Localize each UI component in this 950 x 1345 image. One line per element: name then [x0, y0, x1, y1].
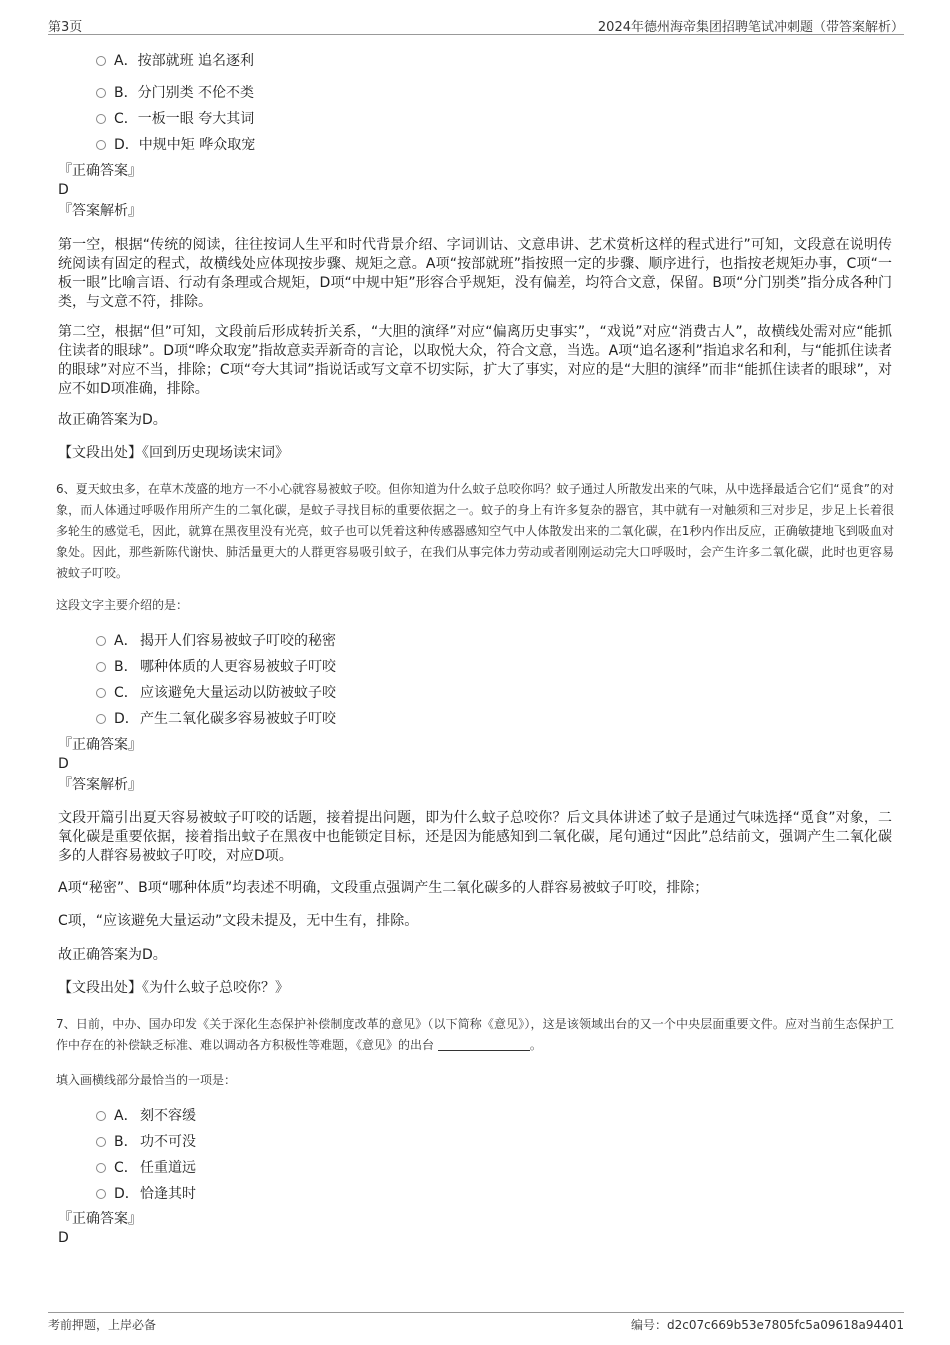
- q6-option-c[interactable]: C． 应该避免大量运动以防被蚊子咬: [96, 682, 336, 702]
- q6-answer-label: 『正确答案』: [58, 737, 142, 753]
- q7-option-a[interactable]: A． 刻不容缓: [96, 1105, 196, 1125]
- q7-prompt: 填入画横线部分最恰当的一项是：: [56, 1073, 237, 1087]
- q6-source: 【文段出处】《为什么蚊子总咬你？》: [58, 980, 289, 996]
- radio-icon[interactable]: [96, 1163, 106, 1173]
- q6-analysis-label: 『答案解析』: [58, 777, 142, 793]
- q6-prompt: 这段文字主要介绍的是：: [56, 598, 189, 612]
- q7-answer-label: 『正确答案』: [58, 1211, 142, 1227]
- page-header: [48, 14, 904, 35]
- q6-conclusion: 故正确答案为D。: [58, 947, 167, 963]
- q7-stem: 7、日前，中办、国办印发《关于深化生态保护补偿制度改革的意见》（以下简称《意见》），这是该领域出台的又一个中央层面重要文件。应对当前生态保护工作中存在的补偿缺乏标准、难以调动各方积极性等难题，《意见》的出台 。: [56, 1017, 894, 1052]
- radio-icon[interactable]: [96, 140, 106, 150]
- footer-code: 编号：d2c07c669b53e7805fc5a09618a94401: [631, 1318, 904, 1332]
- radio-icon[interactable]: [96, 1137, 106, 1147]
- q5-analysis-paragraph: 第二空，根据“但”可知，文段前后形成转折关系，“大胆的演绎”对应“偏离历史事实”，“戏说”对应“消费古人”，故横线处需对应“能抓住读者的眼球”。D项“哗众取宠”指故意卖弄新奇的言论，以取悦大众，符合文意，当选。A项“追名逐利”指追求名和利，与“能抓住读者的眼球”对应不当，排除；C项“夸大其词”指说话或写文章不切实际，扩大了事实，对应的是“大胆的演绎”而非“能抓住读者的眼球”，对应不如D项准确，排除。: [58, 324, 892, 397]
- q7-option-d[interactable]: D．恰逢其时: [96, 1183, 196, 1203]
- q5-source: 【文段出处】《回到历史现场读宋词》: [58, 445, 289, 461]
- radio-icon[interactable]: [96, 114, 106, 124]
- radio-icon[interactable]: [96, 88, 106, 98]
- radio-icon[interactable]: [96, 714, 106, 724]
- q5-option-d[interactable]: D．中规中矩 哗众取宠: [96, 134, 255, 154]
- q5-answer-label: 『正确答案』: [58, 163, 142, 179]
- q6-analysis-paragraph: C项，“应该避免大量运动”文段未提及，无中生有，排除。: [58, 913, 419, 929]
- radio-icon[interactable]: [96, 56, 106, 66]
- q6-option-b[interactable]: B． 哪种体质的人更容易被蚊子叮咬: [96, 656, 336, 676]
- q7-option-b[interactable]: B． 功不可没: [96, 1131, 196, 1151]
- q6-answer: D: [58, 756, 69, 772]
- q5-analysis-label: 『答案解析』: [58, 203, 142, 219]
- q6-stem: 6、夏天蚊虫多，在草木茂盛的地方一不小心就容易被蚊子咬。但你知道为什么蚊子总咬你吗？蚊子通过人所散发出来的气味，从中选择最适合它们“觅食”的对象，而人体通过呼吸作用所产生的二氧化碳，是蚊子寻找目标的重要依据之一。蚊子的身上有许多复杂的器官，其中就有一对触须和三对步足，步足上长着很多轮生的感觉毛，因此，就算在黑夜里没有光亮，蚊子也可以凭着这种传感器感知空气中人体散发出来的二氧化碳，在1秒内作出反应，正确敏捷地飞到吸血对象处。因此，那些新陈代谢快、肺活量更大的人群更容易吸引蚊子，在我们从事完体力劳动或者刚刚运动完大口呼吸时，会产生许多二氧化碳，此时也更容易被蚊子叮咬。: [56, 482, 894, 580]
- radio-icon[interactable]: [96, 1111, 106, 1121]
- radio-icon[interactable]: [96, 662, 106, 672]
- radio-icon[interactable]: [96, 636, 106, 646]
- q5-option-c[interactable]: C．一板一眼 夸大其词: [96, 108, 254, 128]
- page-footer: [48, 1312, 904, 1332]
- q5-answer: D: [58, 182, 69, 198]
- q5-option-a[interactable]: A．按部就班 追名逐利: [96, 50, 254, 70]
- document-title: 2024年德州海帝集团招聘笔试冲刺题（带答案解析）: [597, 20, 904, 35]
- q6-option-d[interactable]: D．产生二氧化碳多容易被蚊子叮咬: [96, 708, 336, 728]
- q6-analysis-paragraph: 文段开篇引出夏天容易被蚊子叮咬的话题，接着提出问题，即为什么蚊子总咬你？后文具体讲述了蚊子是通过气味选择“觅食”对象，二氧化碳是重要依据，接着指出蚊子在黑夜中也能锁定目标，还是因为能感知到二氧化碳，尾句通过“因此”总结前文，强调产生二氧化碳多的人群容易被蚊子叮咬，对应D项。: [58, 810, 892, 864]
- radio-icon[interactable]: [96, 1189, 106, 1199]
- q7-answer: D: [58, 1230, 69, 1246]
- q7-option-c[interactable]: C． 任重道远: [96, 1157, 196, 1177]
- q5-conclusion: 故正确答案为D。: [58, 412, 167, 428]
- q6-analysis-paragraph: A项“秘密”、B项“哪种体质”均表述不明确，文段重点强调产生二氧化碳多的人群容易被蚊子叮咬，排除；: [58, 880, 709, 896]
- radio-icon[interactable]: [96, 688, 106, 698]
- footer-slogan: 考前押题，上岸必备: [48, 1318, 157, 1332]
- q5-analysis-paragraph: 第一空，根据“传统的阅读，往往按词人生平和时代背景介绍、字词训诂、文意串讲、艺术赏析这样的程式进行”可知，文段意在说明传统阅读有固定的程式，故横线处应体现按步骤、规矩之意。A项“按部就班”指按照一定的步骤、顺序进行，也指按老规矩办事，C项“一板一眼”比喻言语、行动有条理或合规矩，D项“中规中矩”形容合乎规矩，没有偏差，均符合文意，保留。B项“分门别类”指分成各种门类，与文意不符，排除。: [58, 237, 892, 310]
- page-number: 第3页: [48, 20, 83, 35]
- fill-blank: [438, 1038, 530, 1051]
- q5-option-b[interactable]: B．分门别类 不伦不类: [96, 82, 254, 102]
- q6-option-a[interactable]: A． 揭开人们容易被蚊子叮咬的秘密: [96, 630, 336, 650]
